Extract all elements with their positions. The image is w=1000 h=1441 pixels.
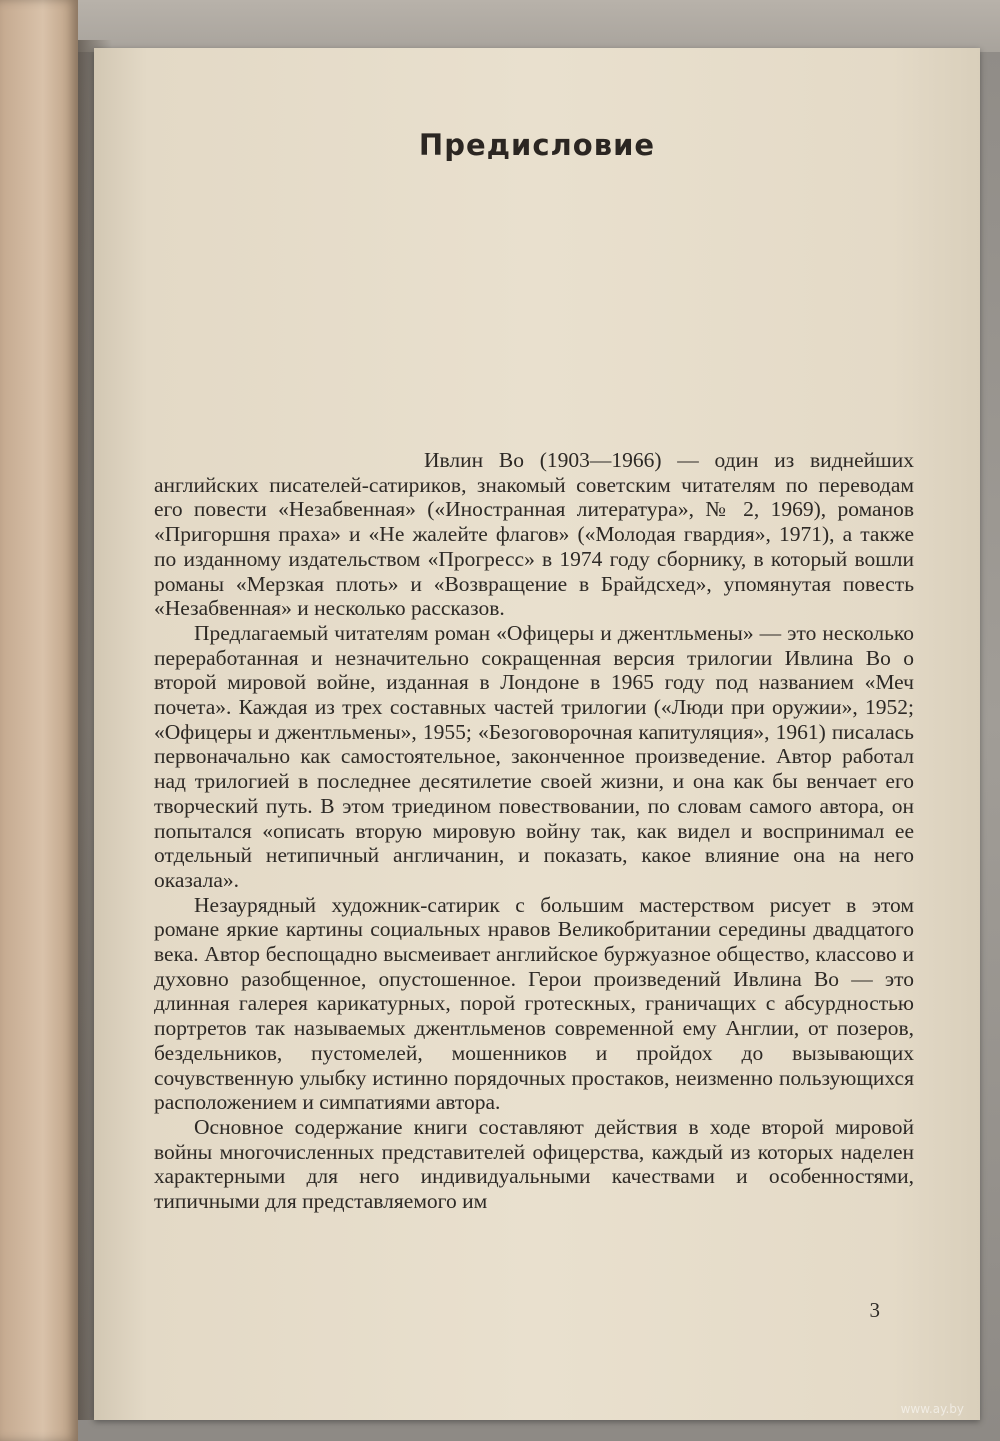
page-number: 3 xyxy=(869,1298,880,1322)
page-title: Предисловие xyxy=(418,128,656,162)
watermark: www.ay.by xyxy=(900,1402,964,1416)
book-cover-edge xyxy=(0,0,78,1441)
paragraph-4: Основное содержание книги составляют действия в ходе второй мировой войны многочисленных представителей офицерства, каждый из которых наделен характерными для него индивидуальными качествами и особенностями, типичными для представляемого им xyxy=(154,1114,914,1214)
paragraph-1: Ивлин Во (1903—1966) — один из виднейших английских писателей-сатириков, знакомый советским читателям по переводам его повести «Незабвенная» («Иностранная литература», № 2, 1969), романов «Пригоршня праха» и «Не жалейте флагов» («Молодая гвардия», 1971), а также по изданному издательством «Прогресс» в 1974 году сборнику, в который вошли романы «Мерзкая плоть» и «Возвращение в Брайдсхед», упомянутая повесть «Незабвенная» и несколько рассказов. xyxy=(154,448,914,621)
paragraph-3: Незаурядный художник-сатирик с большим мастерством рисует в этом романе яркие картины социальных нравов Великобритании середины двадцатого века. Автор беспощадно высмеивает английское буржуазное общество, классово и духовно разобщенное, опустошенное. Герои произведений Ивлина Во — это длинная галерея карикатурных, порой гротескных, граничащих с абсурдностью портретов так называемых джентльменов современной ему Англии, от позеров, бездельников, пустомелей, мошенников и пройдох до вызывающих сочувственную улыбку истинно порядочных простаков, неизменно пользующихся расположением и симпатиями автора. xyxy=(154,892,914,1115)
body-text xyxy=(154,448,914,1214)
book-page xyxy=(94,48,980,1420)
book-top-edge xyxy=(0,0,1000,52)
paragraph-2: Предлагаемый читателям роман «Офицеры и джентльмены» — это несколько переработанная и незначительно сокращенная версия трилогии Ивлина Во о второй мировой войне, изданная в Лондоне в 1965 году под названием «Меч почета». Каждая из трех составных частей трилогии («Люди при оружии», 1952; «Офицеры и джентльмены», 1955; «Безоговорочная капитуляция», 1961) писалась первоначально как самостоятельное, законченное произведение. Автор работал над трилогией в последнее десятилетие своей жизни, и она как бы венчает его творческий путь. В этом триедином повествовании, по словам самого автора, он попытался «описать вторую мировую войну так, как видел и воспринимал ее отдельный нетипичный англичанин, и показать, какое влияние она на него оказала». xyxy=(154,620,914,892)
